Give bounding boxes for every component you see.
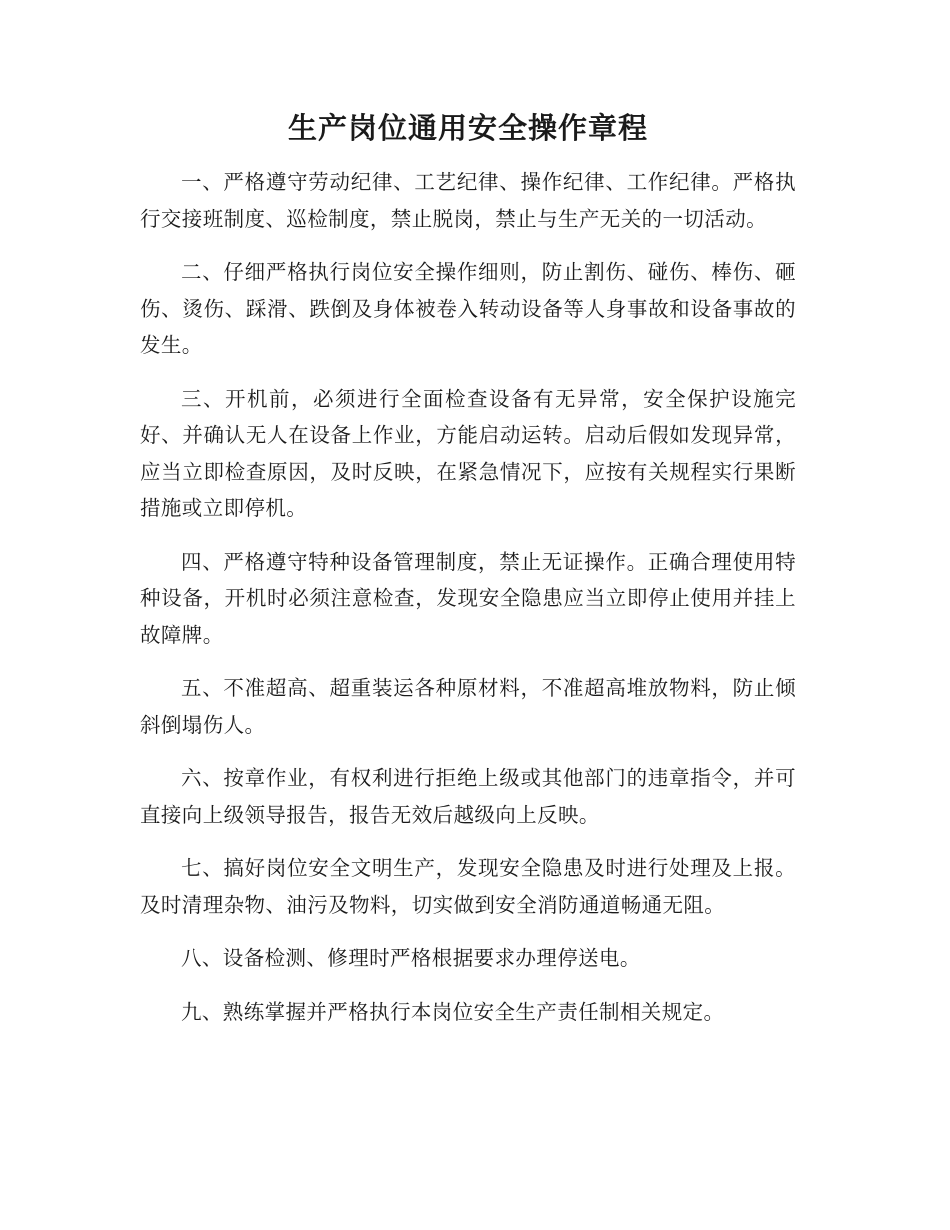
paragraph-6: 六、按章作业，有权利进行拒绝上级或其他部门的违章指令，并可直接向上级领导报告，报告无效后越级向上反映。 (140, 766, 796, 827)
document-body (140, 164, 796, 1030)
paragraph-5: 五、不准超高、超重装运各种原材料，不准超高堆放物料，防止倾斜倒塌伤人。 (140, 676, 796, 737)
paragraph-9: 九、熟练掌握并严格执行本岗位安全生产责任制相关规定。 (181, 999, 725, 1024)
document-title: 生产岗位通用安全操作章程 (287, 111, 648, 145)
paragraph-3: 三、开机前，必须进行全面检查设备有无异常，安全保护设施完好、并确认无人在设备上作业，方能启动运转。启动后假如发现异常，应当立即检查原因，及时反映，在紧急情况下，应按有关规程实行果断措施或立即停机。 (140, 386, 796, 520)
paragraph-4: 四、严格遵守特种设备管理制度，禁止无证操作。正确合理使用特种设备，开机时必须注意检查，发现安全隐患应当立即停止使用并挂上故障牌。 (140, 549, 796, 647)
paragraph-2: 二、仔细严格执行岗位安全操作细则，防止割伤、碰伤、棒伤、砸伤、烫伤、踩滑、跌倒及身体被卷入转动设备等人身事故和设备事故的发生。 (140, 260, 796, 357)
paragraph-7: 七、搞好岗位安全文明生产，发现安全隐患及时进行处理及上报。及时清理杂物、油污及物料，切实做到安全消防通道畅通无阻。 (140, 856, 796, 917)
paragraph-8: 八、设备检测、修理时严格根据要求办理停送电。 (181, 946, 641, 970)
paragraph-1: 一、严格遵守劳动纪律、工艺纪律、操作纪律、工作纪律。严格执行交接班制度、巡检制度，禁止脱岗，禁止与生产无关的一切活动。 (140, 170, 796, 231)
